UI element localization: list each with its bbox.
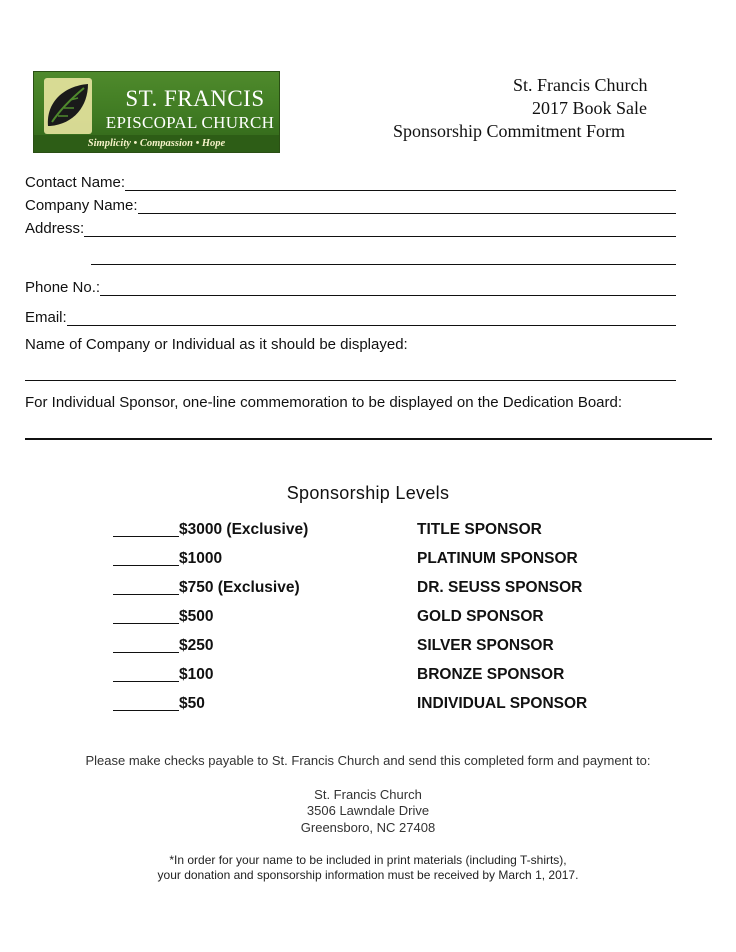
commemoration-label: For Individual Sponsor, one-line commemoration to be displayed on the Dedication Board: bbox=[25, 394, 623, 411]
level-row bbox=[113, 695, 673, 715]
level-select-blank[interactable] bbox=[113, 594, 179, 595]
level-amount: $50 bbox=[179, 695, 205, 712]
display-name-label: Name of Company or Individual as it should be displayed: bbox=[25, 336, 408, 353]
level-name: GOLD SPONSOR bbox=[417, 608, 544, 625]
company-name-label: Company Name: bbox=[25, 197, 138, 214]
level-name: INDIVIDUAL SPONSOR bbox=[417, 695, 588, 712]
phone-line[interactable] bbox=[100, 279, 676, 296]
phone-label: Phone No.: bbox=[25, 279, 101, 296]
level-amount: $750 (Exclusive) bbox=[179, 579, 300, 596]
leaf-icon bbox=[38, 76, 96, 138]
phone-field[interactable] bbox=[25, 277, 676, 297]
level-name: TITLE SPONSOR bbox=[417, 521, 542, 538]
level-amount: $500 bbox=[179, 608, 214, 625]
header-form-title: Sponsorship Commitment Form bbox=[393, 121, 626, 141]
mail-address-street: 3506 Lawndale Drive bbox=[306, 803, 430, 818]
level-row bbox=[113, 521, 673, 541]
level-select-blank[interactable] bbox=[113, 710, 179, 711]
level-row bbox=[113, 637, 673, 657]
level-amount: $100 bbox=[179, 666, 214, 683]
email-line[interactable] bbox=[67, 309, 676, 326]
level-amount: $3000 (Exclusive) bbox=[179, 521, 309, 538]
payment-instruction: Please make checks payable to St. Francis Church and send this completed form and payment to: bbox=[85, 753, 651, 768]
contact-name-field[interactable] bbox=[25, 172, 676, 192]
level-amount: $1000 bbox=[179, 550, 223, 567]
level-name: DR. SEUSS SPONSOR bbox=[417, 579, 583, 596]
logo-name-line2: EPISCOPAL CHURCH bbox=[105, 113, 275, 132]
level-select-blank[interactable] bbox=[113, 565, 179, 566]
level-select-blank[interactable] bbox=[113, 652, 179, 653]
company-name-field[interactable] bbox=[25, 195, 676, 215]
company-name-line[interactable] bbox=[138, 197, 676, 214]
logo-tagline: Simplicity • Compassion • Hope bbox=[34, 135, 279, 152]
commemoration-line[interactable] bbox=[25, 438, 712, 440]
email-label: Email: bbox=[25, 309, 67, 326]
footnote-line-2: your donation and sponsorship information must be received by March 1, 2017. bbox=[157, 868, 579, 882]
level-select-blank[interactable] bbox=[113, 623, 179, 624]
level-name: SILVER SPONSOR bbox=[417, 637, 554, 654]
level-select-blank[interactable] bbox=[113, 681, 179, 682]
address-field[interactable] bbox=[25, 218, 676, 238]
level-name: PLATINUM SPONSOR bbox=[417, 550, 578, 567]
logo-name-line1: ST. FRANCIS bbox=[125, 86, 265, 111]
mail-address-name: St. Francis Church bbox=[314, 787, 422, 802]
contact-name-label: Contact Name: bbox=[25, 174, 126, 191]
mail-address-city: Greensboro, NC 27408 bbox=[300, 820, 436, 835]
header-event: 2017 Book Sale bbox=[532, 98, 647, 118]
footnote-line-1: *In order for your name to be included in print materials (including T-shirts), bbox=[169, 853, 567, 867]
level-select-blank[interactable] bbox=[113, 536, 179, 537]
level-amount: $250 bbox=[179, 637, 214, 654]
church-logo bbox=[33, 71, 280, 153]
sponsorship-levels-title: Sponsorship Levels bbox=[286, 483, 450, 503]
level-row bbox=[113, 579, 673, 599]
address-label: Address: bbox=[25, 220, 85, 237]
level-row bbox=[113, 550, 673, 570]
address-line-2[interactable] bbox=[91, 264, 676, 265]
contact-name-line[interactable] bbox=[125, 174, 676, 191]
address-line-1[interactable] bbox=[84, 220, 676, 237]
level-row bbox=[113, 608, 673, 628]
level-name: BRONZE SPONSOR bbox=[417, 666, 565, 683]
display-name-line[interactable] bbox=[25, 380, 676, 381]
header-org: St. Francis Church bbox=[513, 75, 648, 95]
level-row bbox=[113, 666, 673, 686]
email-field[interactable] bbox=[25, 307, 676, 327]
